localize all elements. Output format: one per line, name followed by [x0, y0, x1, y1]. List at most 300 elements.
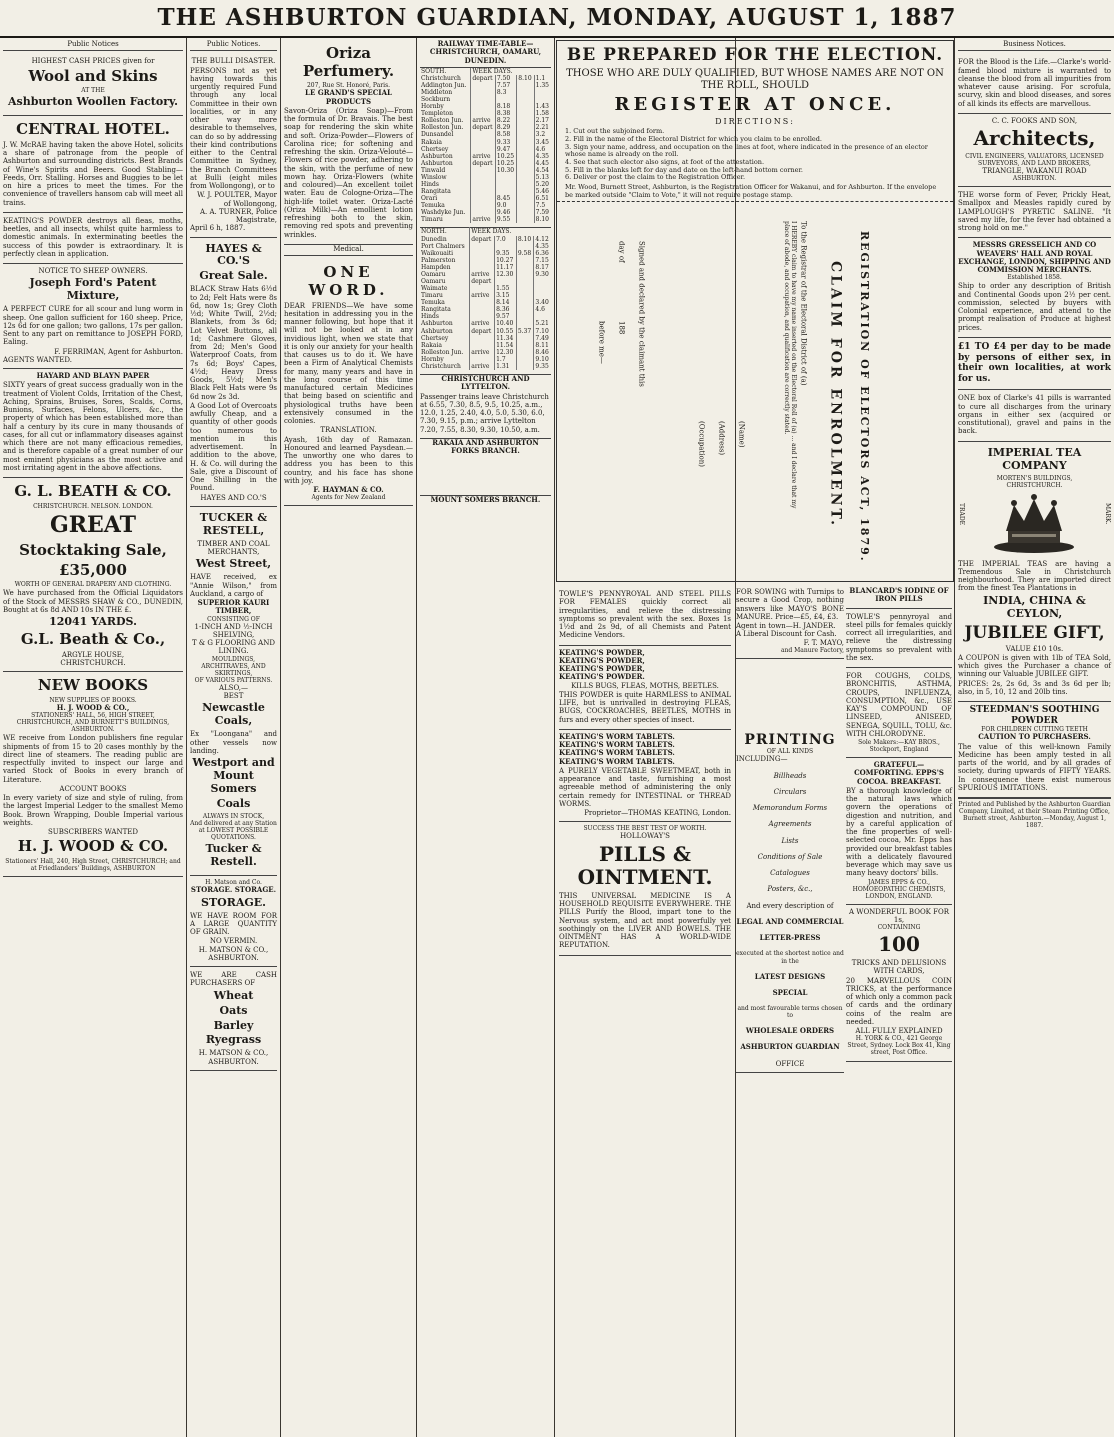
- table-cell: [516, 356, 534, 363]
- north-timetable: [420, 227, 551, 370]
- section-label: Business Notices.: [958, 40, 1111, 51]
- table-cell: Timaru: [420, 292, 470, 299]
- ad-body: PRICES: 2s, 2s 6d, 3s and 3s 6d per lb; also, in 5, 10, 12 and 20lb tins.: [958, 679, 1111, 696]
- column-2: [187, 38, 280, 1437]
- table-cell: 4.6: [535, 306, 545, 314]
- table-cell: Addington Jun.: [420, 82, 471, 89]
- table-cell: arrive: [470, 271, 495, 278]
- table-cell: 3.45: [535, 138, 549, 146]
- table-cell: 5.13: [535, 173, 549, 181]
- table-cell: 6.36: [535, 249, 549, 257]
- ad-body: FOR SOWING with Turnips to secure a Good Crop, nothing answers like MAYO'S BONE MANURE. Price—£5, £4, £3.: [736, 588, 844, 621]
- form-claim: CLAIM FOR ENROLMENT.: [827, 261, 844, 529]
- table-row: [420, 264, 551, 271]
- ad-line: Agent in town—H. JANDER.: [736, 622, 836, 630]
- table-cell: Oamaru: [420, 278, 470, 285]
- crown-icon: [988, 491, 1080, 555]
- ad-line: KEATING'S WORM TABLETS.: [559, 740, 675, 749]
- column-4: [417, 38, 554, 1437]
- table-cell: 8.45: [495, 195, 516, 202]
- table-cell: [517, 117, 534, 124]
- ad-headline: STEEDMAN'S SOOTHING POWDER: [969, 705, 1100, 726]
- table-cell: 9.46: [495, 209, 516, 216]
- table-cell: [534, 285, 551, 292]
- ad-body: Ayash, 16th day of Ramazan. Honoured and learned Paysdean.—The unworthy one who dares to address you has been to this country, and his face has shone with joy.: [284, 435, 413, 485]
- table-cell: 1.58: [535, 110, 549, 118]
- table-cell: 1.55: [495, 285, 517, 292]
- table-cell: [471, 181, 495, 188]
- table-header: NORTH.: [420, 228, 470, 236]
- ad-line: HOLLOWAY'S: [620, 832, 670, 841]
- ad-body: A Good Lot of Overcoats awfully Cheap, and a quantity of other goods too numerous to mention in this advertisement. In addition to the above, H. & Co. will during the Sale, give a Discount of One Shilling in the Pound.: [190, 401, 277, 493]
- ad-body: A PURELY VEGETABLE SWEETMEAT, both in appearance and taste, furnishing a most agreeable method of administering the only certain remedy for INTESTINAL or THREAD WORMS.: [559, 766, 731, 808]
- ad-line: LETTER-PRESS: [759, 933, 821, 943]
- form-occupation-line: (Occupation): [697, 421, 706, 467]
- table-cell: 11.34: [495, 335, 517, 342]
- table-cell: [516, 264, 534, 271]
- table-cell: [471, 202, 495, 209]
- table-header: SOUTH.: [420, 68, 471, 75]
- register-heading: REGISTER AT ONCE.: [614, 93, 896, 115]
- table-row: [420, 160, 551, 167]
- grain-ad: [190, 967, 277, 1071]
- ad-body: ONE box of Clarke's 41 pills is warranted to cure all discharges from the urinary organs in either sex (acquired or constitutional), gravel and pains in the back.: [958, 394, 1111, 436]
- ad-line: ACCOUNT BOOKS: [59, 784, 127, 793]
- ad-headline: Architects,: [973, 126, 1096, 150]
- ad-headline: Westport and Mount Somers: [192, 756, 275, 796]
- ad-headline: Tucker & Restell.: [205, 842, 262, 869]
- column-7: [955, 38, 1114, 1437]
- ad-line: ALL FULLY EXPLAINED: [855, 1027, 943, 1036]
- table-cell: [471, 195, 495, 202]
- table-cell: [495, 174, 516, 181]
- print-item: Billheads: [773, 771, 807, 780]
- ad-line: TIMBER AND COAL: [197, 539, 270, 548]
- table-cell: [471, 167, 495, 174]
- table-cell: 7.50: [495, 75, 516, 82]
- ad-line: H. Matson and Co.: [205, 879, 262, 887]
- ad-line: MORTEN'S BUILDINGS,: [996, 474, 1073, 482]
- table-cell: 10.27: [495, 257, 517, 264]
- ad-body: THIS POWDER is quite HARMLESS to ANIMAL LIFE, but is unrivalled in destroying FLEAS, BUGS, COCKROACHES, BEETLES, MOTHS in furs and every other species of insect.: [559, 690, 731, 724]
- ad-line: A WONDERFUL BOOK FOR 1s,: [848, 907, 950, 925]
- table-cell: Chertsey: [420, 146, 471, 153]
- table-row: [420, 82, 551, 89]
- table-row: [420, 363, 551, 370]
- table-cell: 9.57: [495, 313, 517, 320]
- ad-headline: MESSRS GRESSELICH AND CO WEAVERS' HALL AND ROYAL EXCHANGE, LONDON, SHIPPING AND COMMISSION MERCHANTS.: [958, 240, 1111, 275]
- table-row: [420, 320, 551, 327]
- table-cell: 10.55: [495, 328, 517, 335]
- ad-line: T & G FLOORING AND: [192, 639, 275, 648]
- print-item: Conditions of Sale: [757, 852, 823, 861]
- table-cell: Tinwald: [420, 167, 471, 174]
- table-cell: 7.15: [535, 256, 549, 264]
- print-item: Posters, &c.,: [767, 885, 813, 894]
- table-cell: 7.59: [535, 209, 549, 217]
- column-6-right: [846, 584, 952, 1062]
- table-cell: [470, 313, 495, 320]
- table-cell: Hinds: [420, 313, 470, 320]
- table-cell: 7.0: [495, 236, 517, 243]
- table-cell: 1.7: [495, 356, 517, 363]
- ad-body: FOR the Blood is the Life.—Clarke's world-famed blood mixture is warranted to cleanse the blood from all impurities from whatever cause arising. For scrofula, scurvy, skin and blood diseases, and sores of all kinds its effects are marvellous.: [958, 58, 1111, 108]
- table-cell: 1.1: [535, 74, 546, 82]
- ad-line: AGENTS WANTED.: [3, 355, 72, 364]
- table-cell: [534, 313, 551, 320]
- column-5: [556, 584, 734, 1437]
- table-cell: 8.29: [495, 124, 516, 131]
- table-cell: 9.30: [535, 270, 549, 278]
- ad-line: April 6 h, 1887.: [190, 224, 246, 233]
- ad-line: SHELVING,: [212, 630, 255, 639]
- mark-label: MARK.: [1104, 502, 1111, 525]
- ad-line: INCLUDING—: [736, 755, 788, 764]
- table-cell: [495, 96, 516, 103]
- ad-line: ASHBURTON.: [208, 1057, 259, 1066]
- table-cell: Oamaru: [420, 271, 470, 278]
- table-cell: 3.2: [535, 131, 546, 139]
- ad-line: TRICKS AND DELUSIONS WITH CARDS,: [851, 959, 947, 976]
- table-cell: Sockburn: [420, 96, 471, 103]
- ad-line: F. T. MAYO,: [803, 638, 844, 647]
- ad-headline: JUBILEE GIFT,: [964, 622, 1105, 643]
- table-cell: [534, 89, 551, 96]
- ad-headline: Great Sale.: [199, 269, 268, 283]
- ad-line: HAYES AND CO.'S: [200, 493, 267, 502]
- table-cell: 4.54: [535, 166, 549, 174]
- tricks-ad: [846, 905, 952, 1062]
- ad-headline: STORAGE.: [201, 895, 266, 909]
- table-cell: 10.40: [495, 320, 517, 327]
- form-name-line: (Name): [737, 421, 746, 448]
- towle2-ad: [846, 609, 952, 669]
- table-row: [420, 236, 551, 243]
- table-cell: 5.46: [535, 188, 549, 196]
- ad-body: Ex "Loongana" and other vessels now landing.: [190, 730, 277, 755]
- ad-line: TRIANGLE, WAKANUI ROAD: [982, 166, 1087, 175]
- ad-line: OF VARIOUS PATTERNS.: [194, 676, 273, 684]
- table-cell: Orari: [420, 195, 471, 202]
- table-cell: 10.25: [495, 160, 516, 167]
- ad-headline: Joseph Ford's Patent Mixture,: [29, 276, 157, 303]
- table-cell: [471, 174, 495, 181]
- table-cell: [516, 363, 534, 370]
- table-cell: 2.17: [535, 117, 549, 125]
- table-cell: [516, 243, 534, 250]
- ad-body: We have purchased from the Official Liquidators of the Stock of MESSRS SHAW & CO., DUNEDIN, Bought at 6s 8d AND 10s IN THE £.: [3, 589, 183, 614]
- table-cell: [470, 306, 495, 313]
- table-cell: 9.10: [535, 355, 549, 363]
- ad-line: Proprietor—THOMAS KEATING, London.: [584, 809, 731, 817]
- table-cell: [517, 110, 534, 117]
- timetable-title: RAILWAY TIME-TABLE—CHRISTCHURCH, OAMARU, DUNEDIN.: [420, 40, 551, 68]
- ad-headline: GREAT: [49, 511, 137, 538]
- table-cell: arrive: [471, 117, 495, 124]
- table-cell: 8.18: [495, 103, 516, 110]
- tucker-ad: [190, 507, 277, 876]
- table-cell: 8.10: [517, 75, 534, 82]
- trade-label: TRADE: [958, 502, 966, 525]
- table-cell: Dunsandel: [420, 131, 471, 138]
- ad-line: executed at the shortest notice and in the: [736, 950, 844, 965]
- column-6-left: [736, 584, 844, 1073]
- table-cell: [471, 131, 495, 138]
- ad-line: CIVIL ENGINEERS, VALUATORS, LICENSED SURVEYORS, AND LAND BROKERS,: [965, 152, 1104, 167]
- table-cell: Timaru: [420, 216, 471, 223]
- ad-body: In every variety of size and style of ruling, from the largest Imperial Ledger to the smallest Memo Book. Brown Wrapping, Double Imperial various weights.: [3, 794, 183, 827]
- blancard-ad: [846, 584, 952, 609]
- gresselich-ad: [958, 238, 1111, 338]
- direction-step: 5. Fill in the blanks left for day and date on the left-hand bottom corner.: [565, 165, 803, 174]
- ad-line: WORTH OF GENERAL DRAPERY AND CLOTHING.: [14, 581, 172, 589]
- table-row: [420, 313, 551, 320]
- table-cell: Temuka: [420, 299, 470, 306]
- election-footnote: Mr. Wood, Burnett Street, Ashburton, is the Registration Officer for Wakanui, and for Ashburton. If the envelope be marked outside "Claim to Vote," it will not require postage stamp.: [565, 182, 937, 199]
- table-cell: [471, 188, 495, 195]
- table-cell: 1.31: [495, 363, 517, 370]
- election-subtitle: THOSE WHO ARE DULY QUALIFIED, BUT WHOSE NAMES ARE NOT ON THE ROLL, SHOULD: [566, 68, 944, 91]
- ad-line: LINING.: [218, 647, 249, 656]
- bulli-ad: [190, 54, 277, 237]
- ad-line: OFFICE: [775, 1059, 805, 1068]
- ad-headline: Coals: [216, 797, 251, 811]
- oriza-ad: [284, 40, 413, 245]
- ad-headline: Oats: [219, 1003, 248, 1017]
- ad-headline: PILLS & OINTMENT.: [577, 841, 713, 890]
- ad-line: and Manure Factory,: [780, 646, 844, 654]
- table-row: [420, 209, 551, 216]
- table-row: [420, 328, 551, 335]
- table-cell: arrive: [470, 363, 495, 370]
- table-cell: [470, 257, 495, 264]
- table-row: [420, 299, 551, 306]
- table-cell: [517, 181, 534, 188]
- table-cell: [534, 292, 551, 299]
- ad-headline: Barley: [213, 1018, 254, 1032]
- ad-line: ARGYLE HOUSE,: [61, 650, 125, 659]
- trademark: [958, 489, 1111, 559]
- table-row: [420, 257, 551, 264]
- table-cell: [470, 342, 495, 349]
- table-cell: [534, 96, 551, 103]
- table-cell: arrive: [471, 216, 495, 223]
- ad-line: NOTICE TO SHEEP OWNERS.: [38, 267, 148, 276]
- ad-body: A PERFECT CURE for all scour and lung worm in sheep. One gallon sufficient for 160 sheep. Price, 12s 6d for one gallon; two gallons, 17s per gallon. Sent to any part on remittance to JOSEPH FORD, Ealing.: [3, 305, 183, 347]
- ad-line: ASHBURTON GUARDIAN: [740, 1042, 840, 1052]
- column-rule: [554, 38, 555, 1437]
- table-cell: [471, 146, 495, 153]
- printing-ad: [736, 729, 844, 1073]
- table-cell: 4.12: [535, 235, 549, 243]
- table-cell: [517, 167, 534, 174]
- table-cell: [516, 292, 534, 299]
- print-item: Catalogues: [770, 869, 810, 878]
- table-cell: [516, 342, 534, 349]
- table-row: [420, 285, 551, 292]
- table-cell: depart: [470, 278, 495, 285]
- table-header: WEEK DAYS.: [472, 67, 513, 75]
- hayward-ad: [3, 369, 183, 478]
- central-hotel-ad: [3, 116, 183, 213]
- ad-headline: NEW BOOKS: [37, 676, 149, 695]
- worm-tablets-ad: [559, 730, 731, 823]
- ad-line: CHRISTCHURCH.: [60, 658, 126, 667]
- table-cell: Temuka: [420, 202, 471, 209]
- imperial-tea-ad: [958, 442, 1111, 703]
- hayes-ad: [190, 238, 277, 507]
- ad-headline: GRATEFUL—COMFORTING. EPPS'S COCOA. BREAKFAST.: [854, 760, 944, 786]
- table-cell: Rakaia: [420, 139, 471, 146]
- table-row: [420, 349, 551, 356]
- ad-headline: Oriza Perfumery.: [302, 44, 395, 80]
- south-timetable: [420, 68, 551, 224]
- table-row: [420, 181, 551, 188]
- ad-line: CONSISTING OF: [207, 615, 260, 623]
- table-cell: [517, 174, 534, 181]
- table-cell: [471, 110, 495, 117]
- imprint: Printed and Published by the Ashburton Guardian Company, Limited, at their Steam Printing Office, Burnett street, Ashburton.—Monday, August 1, 1887.: [958, 798, 1111, 829]
- kay-ad: [846, 668, 952, 758]
- ad-line: H. MATSON & CO.,: [198, 1049, 269, 1058]
- ad-line: BEST: [223, 692, 244, 701]
- ad-headline: CENTRAL HOTEL.: [16, 120, 170, 139]
- table-cell: [517, 160, 534, 167]
- column-1: [0, 38, 186, 1437]
- table-row: [420, 188, 551, 195]
- ad-line: H. YORK & CO., 421 George Street, Sydney. Lock Box 41, King street, Post Office.: [847, 1035, 951, 1057]
- print-item: Memorandum Forms: [752, 804, 828, 813]
- table-cell: [517, 195, 534, 202]
- table-cell: Christchurch: [420, 363, 470, 370]
- table-cell: 7.49: [535, 334, 549, 342]
- matson-ad: [190, 876, 277, 967]
- ad-body: HAVE received, ex "Annie Wilson," from Auckland, a cargo of: [190, 573, 277, 598]
- table-cell: Rolleston Jun.: [420, 117, 471, 124]
- table-cell: [516, 349, 534, 356]
- ad-line: CHRISTCHURCH. NELSON. LONDON.: [33, 502, 153, 510]
- ad-body: WE receive from London publishers fine regular shipments of from 15 to 20 cases monthly by the direct line of steamers. The reading public are respectfully invited to inspect our large and varied Stock of Books in every branch of Literature.: [3, 734, 183, 784]
- table-row: [420, 216, 551, 223]
- table-cell: 2.21: [535, 124, 549, 132]
- table-cell: [517, 146, 534, 153]
- table-cell: Hampden: [420, 264, 470, 271]
- table-cell: Chertsey: [420, 335, 470, 342]
- keating-powder-ad: [559, 646, 731, 730]
- table-cell: Hinds: [420, 181, 471, 188]
- table-cell: Rolleston Jun.: [420, 349, 470, 356]
- ad-line: WHOLESALE ORDERS: [745, 1026, 835, 1036]
- table-cell: 1.35: [535, 81, 549, 89]
- table-cell: 4.35: [535, 152, 549, 160]
- ad-headline: PRINTING: [744, 731, 836, 748]
- ad-headline: Wool and Skins: [28, 66, 158, 85]
- ad-line: KILLS BUGS, FLEAS, MOTHS, BEETLES.: [571, 681, 719, 690]
- ad-body: TOWLE'S PENNYROYAL AND STEEL PILLS FOR FEMALES quickly correct all irregularities, and relieve the distressing symptoms so prevalent with the sex. Boxes 1s 1½d and 2s 9d, of all Chemists and Patent Medicine Vendors.: [559, 590, 731, 640]
- election-title: BE PREPARED FOR THE ELECTION.: [566, 45, 944, 65]
- table-cell: [517, 188, 534, 195]
- table-cell: [517, 131, 534, 138]
- ad-line: F. FERRIMAN, Agent for Ashburton.: [54, 347, 183, 356]
- ad-headline: INDIA, CHINA & CEYLON,: [983, 593, 1086, 620]
- ad-line: CONTAINING: [877, 924, 921, 932]
- table-cell: [517, 209, 534, 216]
- table-cell: Hornby: [420, 356, 470, 363]
- ad-line: KEATING'S POWDER,: [559, 655, 645, 665]
- ad-line: F. HAYMAN & CO.: [313, 485, 384, 495]
- ad-line: H. MATSON & CO.,: [198, 945, 269, 954]
- table-cell: arrive: [471, 153, 495, 160]
- ad-line: SPECIAL: [772, 987, 808, 997]
- table-cell: 8.38: [495, 110, 516, 117]
- ad-line: CHRISTCHURCH.: [1006, 481, 1063, 489]
- ad-line: KEATING'S POWDER.: [559, 672, 645, 682]
- section-label: Public Notices: [3, 40, 183, 51]
- table-row: [420, 117, 551, 124]
- ad-body: TOWLE'S pennyroyal and steel pills for females quickly correct all irregularities, and relieve the distressing symptoms so prevalent with the sex.: [846, 612, 952, 662]
- ad-headline: Ashburton Woollen Factory.: [8, 95, 178, 109]
- ad-line: LATEST DESIGNS: [754, 971, 826, 981]
- ad-line: STATIONERS' HALL, 56, HIGH STREET, CHRISTCHURCH, AND BURNETT'S BUILDINGS, ASHBURTON.: [16, 712, 170, 734]
- masthead: [0, 0, 1114, 38]
- table-cell: [516, 299, 534, 306]
- table-cell: [517, 82, 534, 89]
- ad-headline: Newcastle Coals,: [202, 701, 265, 728]
- epps-ad: [846, 758, 952, 905]
- ad-body: J. W. McRAE having taken the above Hotel, solicits a share of patronage from the people of Ashburton and surrounding districts. Best Brands of Wine's Spirits and Beers. Good Stabling—Feeds, Orr. Stalling. Horses and Buggies to be let on hire a prices to meet the times. For the convenience of travellers hansom cab will meet all trains.: [3, 140, 183, 207]
- ad-body: KEATING'S POWDER destroys all fleas, moths, beetles, and all insects, whilst quite harmless to domestic animals. In exterminating beetles the success of this powder is extraordinary. It is perfectly clean in application.: [3, 216, 183, 258]
- holloway-letter: [284, 259, 413, 506]
- ad-line: 1-INCH AND ½-INCH: [194, 622, 273, 631]
- table-cell: [516, 306, 534, 313]
- table-cell: [495, 243, 517, 250]
- table-cell: [517, 124, 534, 131]
- table-cell: [517, 202, 534, 209]
- ad-line: ASHBURTON.: [208, 953, 259, 962]
- table-cell: 9.33: [495, 139, 516, 146]
- table-cell: Ashburton: [420, 160, 471, 167]
- table-cell: [516, 313, 534, 320]
- table-cell: 9.47: [495, 146, 516, 153]
- ad-body: THE worse form of Fever, Prickly Heat, Smallpox and Measles rapidly cured by LAMPLOUGH'S PYRETIC SALINE. "It saved my life, for the fever had obtained a strong hold on me.": [958, 191, 1111, 233]
- table-cell: 12.30: [495, 271, 517, 278]
- ad-line: FOR CHILDREN CUTTING TEETH: [981, 726, 1088, 734]
- table-cell: Waikouaiti: [420, 250, 470, 257]
- table-cell: [517, 139, 534, 146]
- direction-step: 4. See that such elector also signs, at foot of the attestation.: [565, 157, 765, 166]
- table-row: [420, 271, 551, 278]
- table-cell: Templeton: [420, 110, 471, 117]
- table-cell: 10.30: [495, 167, 516, 174]
- form-address-line: (Address): [717, 421, 726, 456]
- table-cell: [495, 188, 516, 195]
- ad-line: SUCCESS THE BEST TEST OF WORTH.: [583, 825, 707, 833]
- table-cell: Ashburton: [420, 153, 471, 160]
- table-cell: 9.35: [535, 362, 549, 370]
- table-row: [420, 278, 551, 285]
- ad-line: HIGHEST CASH PRICES given for: [31, 57, 155, 66]
- table-row: [420, 96, 551, 103]
- table-cell: 4.35: [535, 242, 549, 250]
- table-cell: 8.46: [535, 348, 549, 356]
- ad-body: 20 MARVELLOUS COIN TRICKS, at the performance of which only a common pack of cards and the ordinary coins of the realm are needed.: [846, 976, 952, 1026]
- table-cell: [516, 285, 534, 292]
- keating-ad: [3, 213, 183, 264]
- table-cell: Christchurch: [420, 75, 471, 82]
- table-cell: 8.58: [495, 131, 516, 138]
- table-cell: 1.43: [535, 103, 549, 111]
- table-cell: [471, 89, 495, 96]
